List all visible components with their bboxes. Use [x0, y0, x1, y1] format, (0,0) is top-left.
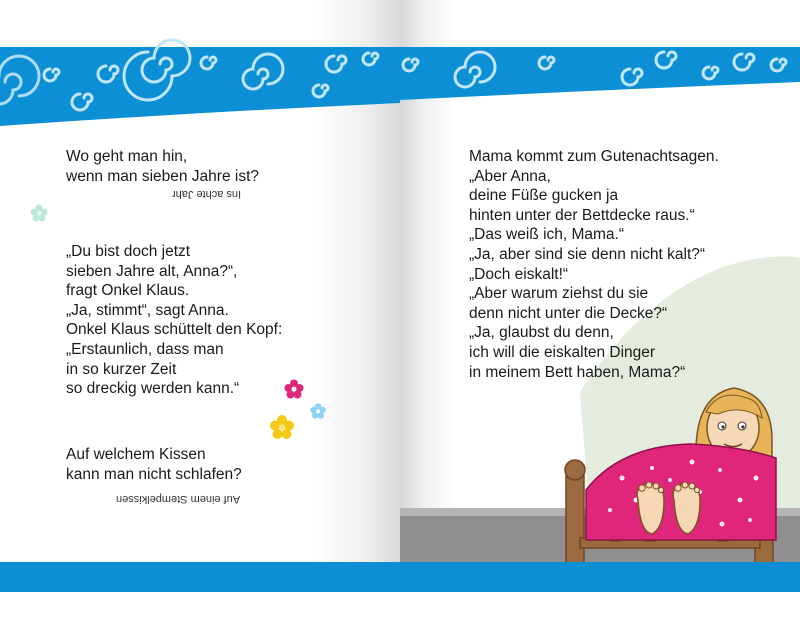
text-line: Wo geht man hin, [66, 148, 188, 165]
right-page [400, 0, 800, 640]
text-line: „Aber Anna, [469, 167, 551, 185]
text-line: denn nicht unter die Decke?“ [469, 304, 668, 322]
page-bottom-margin [0, 592, 400, 640]
light-blue-flower-icon [309, 402, 327, 420]
text-line: sieben Jahre alt, Anna?“, [66, 262, 238, 280]
text-line: wenn man sieben Jahre ist? [66, 167, 260, 185]
text-line: Onkel Klaus schüttelt den Kopf: [66, 321, 283, 339]
riddle-answer-upside-down: Ins achte Jahr [172, 188, 242, 200]
text-line: fragt Onkel Klaus. [66, 282, 190, 300]
bottom-band [400, 562, 800, 592]
text-line: „Ja, aber sind sie denn nicht kalt?“ [469, 245, 706, 263]
story-onkel-klaus [66, 242, 282, 399]
text-line: „Du bist doch jetzt [66, 243, 191, 260]
text-line: in so kurzer Zeit [66, 360, 177, 378]
pink-flower-icon [283, 378, 305, 400]
riddle-answer-upside-down: Auf einem Stempelkissen [116, 493, 241, 505]
riddle-kissen [66, 445, 242, 484]
text-line: „Erstaunlich, dass man [66, 340, 224, 358]
text-line: „Doch eiskalt!“ [469, 265, 569, 283]
bottom-band [0, 562, 400, 592]
text-line: Mama kommt zum Gutenachtsagen. [469, 148, 719, 165]
text-line: „Ja, glaubst du denn, [469, 324, 614, 342]
text-line: so dreckig werden kann.“ [66, 380, 240, 398]
mint-flower-icon [29, 203, 49, 223]
text-line: „Das weiß ich, Mama.“ [469, 226, 625, 244]
yellow-flower-icon [268, 413, 296, 441]
text-line: in meinem Bett haben, Mama?“ [469, 363, 686, 381]
text-line: ich will die eiskalten Dinger [469, 343, 656, 361]
text-line: Auf welchem Kissen [66, 446, 206, 463]
page-bottom-margin [400, 592, 800, 640]
riddle-seven-years [66, 147, 259, 186]
text-line: „Aber warum ziehst du sie [469, 285, 649, 303]
text-line: deine Füße gucken ja [469, 187, 619, 205]
text-line: „Ja, stimmt“, sagt Anna. [66, 301, 229, 319]
top-wave-band [0, 0, 400, 130]
text-line: kann man nicht schlafen? [66, 465, 242, 483]
text-line: hinten unter der Bettdecke raus.“ [469, 206, 695, 224]
story-gutenacht [469, 147, 719, 382]
